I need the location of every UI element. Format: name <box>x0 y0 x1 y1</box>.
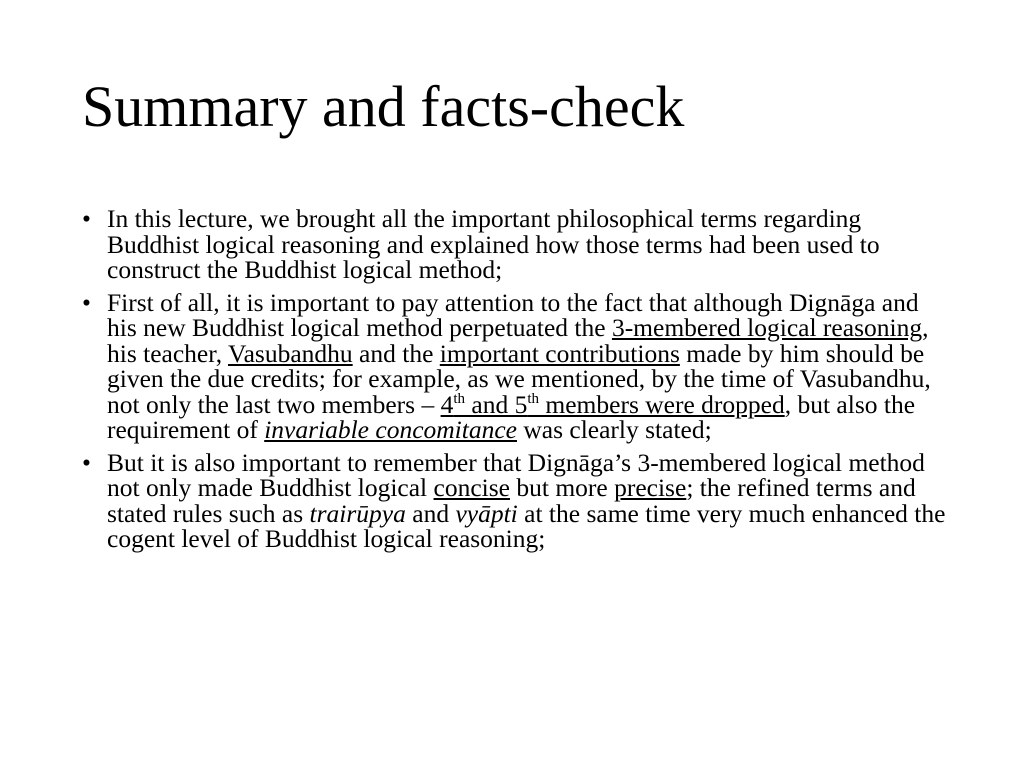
bullet-dot-icon: • <box>82 204 91 233</box>
slide-title: Summary and facts-check <box>82 74 685 139</box>
bullet-dot-icon: • <box>82 447 91 477</box>
bullet-item-1 <box>82 206 952 283</box>
bullet-text-segment: First of all, it is important to pay attention to the fact that although Dignāga and his new Buddhist logical method perpetuated the <box>107 287 919 342</box>
underlined-term-3-membered: 3-membered logical reasoning <box>611 313 923 342</box>
bullet-list <box>82 206 952 559</box>
bullet-item-3 <box>82 447 952 553</box>
bullet-dot-icon: • <box>82 287 91 317</box>
underlined-term-concise: concise <box>433 473 510 502</box>
bullet-text-segment: But it is also important to remember that Dignāga’s 3-membered logical method not only made Buddhist logical <box>107 447 925 502</box>
bullet-text-segment: and <box>405 498 456 528</box>
underlined-term-vasubandhu: Vasubandhu <box>228 338 353 368</box>
italic-term-trairupya: trairūpya <box>309 498 406 528</box>
bullet-item-2 <box>82 287 952 444</box>
underlined-term-contributions: important contributions <box>439 338 680 368</box>
bullet-text-segment: at the same time very much enhanced the cogent level of Buddhist logical reasoning; <box>107 498 946 553</box>
bullet-text-segment: ; the refined terms and stated rules such as <box>107 473 916 528</box>
ordinal-suffix: th <box>453 390 466 407</box>
bullet-text-segment: , his teacher, <box>107 313 929 368</box>
bullet-text-segment: , but also the requirement of <box>107 389 916 444</box>
bullet-text-segment: made by him should be given the due credits; for example, as we mentioned, by the time of Vasubandhu, not only the last two members – <box>107 338 931 419</box>
ordinal-suffix: th <box>527 390 540 407</box>
ordinal-number: 4 <box>440 389 454 419</box>
bullet-text-segment: but more <box>509 473 615 502</box>
bullet-text-segment: and the <box>352 338 440 368</box>
italic-term-vyapti: vyāpti <box>455 498 518 528</box>
underlined-text: members were dropped <box>539 389 785 419</box>
underlined-term-precise: precise <box>614 473 687 502</box>
bullet-text: In this lecture, we brought all the important philosophical terms regarding Buddhist logical reasoning and explained how those terms had been used to construct the Buddhist logical method; <box>107 204 880 284</box>
ordinal-number: and 5 <box>465 389 528 419</box>
bullet-text-segment: was clearly stated; <box>516 415 712 444</box>
underlined-term-invariable-concomitance: invariable concomitance <box>264 415 517 444</box>
